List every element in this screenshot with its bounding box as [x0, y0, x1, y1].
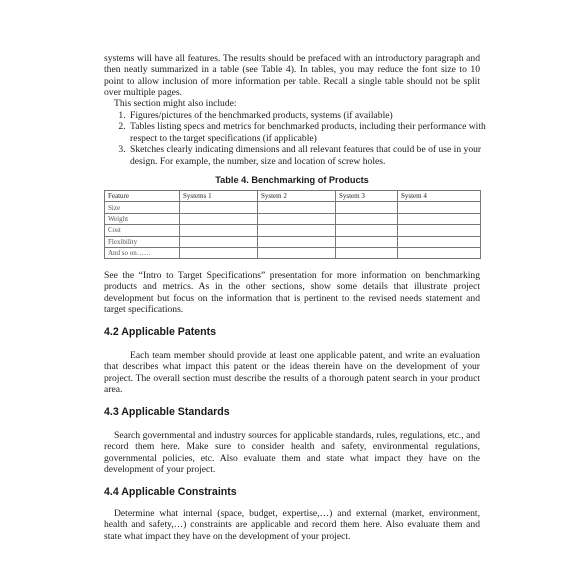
table-cell — [336, 236, 398, 247]
list-item: 3. Sketches clearly indicating dimensions and all relevant features that could be of use in your design. For example, the number, size and location of screw holes. — [128, 144, 504, 167]
table-cell — [180, 247, 258, 258]
list-item: 2. Tables listing specs and metrics for benchmarked products, including their performance with respect to the target specifications (if applicable) — [128, 121, 504, 144]
section-heading-patents: 4.2 Applicable Patents — [104, 326, 217, 338]
table-cell — [398, 225, 481, 236]
table-cell — [180, 236, 258, 247]
list-item: 1. Figures/pictures of the benchmarked products, systems (if available) — [128, 110, 504, 121]
table-cell — [398, 202, 481, 213]
header-cell: System 4 — [398, 191, 481, 202]
table-cell — [336, 213, 398, 224]
intro-paragraph: systems will have all features. The results should be prefaced with an introductory paragraph and then neatly summarized in a table (see Table 4). In tables, you may reduce the font size to 10 point to allow inclusion of more information per table. Recall a single table should not be split over multiple pages. — [104, 53, 480, 99]
header-cell: System 3 — [336, 191, 398, 202]
table-row — [105, 202, 481, 213]
table-cell — [180, 225, 258, 236]
row-label: Cost — [105, 225, 180, 236]
benchmark-table — [104, 190, 481, 259]
row-label: Weight — [105, 213, 180, 224]
include-list — [104, 110, 504, 167]
table-cell — [336, 225, 398, 236]
header-cell: Feature — [105, 191, 180, 202]
table-cell — [258, 225, 336, 236]
benchmark-table-wrap — [104, 190, 480, 259]
table-cell — [398, 213, 481, 224]
table-row — [105, 236, 481, 247]
list-lead-text: This section might also include: — [114, 98, 237, 109]
benchmark-note-paragraph: See the “Intro to Target Specifications” presentation for more information on benchmarking products and metrics. As in the other sections, show some details that illustrate project development but focus on the information that is pertinent to the revised needs statement and target specifications. — [104, 270, 480, 316]
table-caption: Table 4. Benchmarking of Products — [215, 175, 369, 185]
table-cell — [258, 236, 336, 247]
table-cell — [336, 202, 398, 213]
row-label: Size — [105, 202, 180, 213]
section-body-standards: Search governmental and industry sources for applicable standards, rules, regulations, etc., and record them here. Make sure to consider health and safety, environmental regulations, governmental policies, etc. Also evaluate them and state what impact they have on the development of your project. — [104, 430, 480, 476]
row-label: Flexibility — [105, 236, 180, 247]
table-header-row — [105, 191, 481, 202]
table-cell — [258, 247, 336, 258]
table-cell — [398, 247, 481, 258]
section-heading-constraints: 4.4 Applicable Constraints — [104, 486, 237, 498]
header-cell: Systems 1 — [180, 191, 258, 202]
row-label: And so on…… — [105, 247, 180, 258]
header-cell: System 2 — [258, 191, 336, 202]
table-row — [105, 247, 481, 258]
table-cell — [398, 236, 481, 247]
table-cell — [336, 247, 398, 258]
table-row — [105, 225, 481, 236]
table-cell — [180, 202, 258, 213]
section-body-patents: Each team member should provide at least one applicable patent, and write an evaluation that describes what impact this patent or the ideas therein have on the development of your project. The overall section must describe the results of a thorough patent search in your product area. — [104, 350, 480, 396]
table-cell — [180, 213, 258, 224]
section-body-constraints: Determine what internal (space, budget, expertise,…) and external (market, environment, health and safety,…) constraints are applicable and record them here. Also evaluate them and state what impact they have on the development of your project. — [104, 508, 480, 542]
table-cell — [258, 202, 336, 213]
section-heading-standards: 4.3 Applicable Standards — [104, 406, 230, 418]
table-row — [105, 213, 481, 224]
table-cell — [258, 213, 336, 224]
